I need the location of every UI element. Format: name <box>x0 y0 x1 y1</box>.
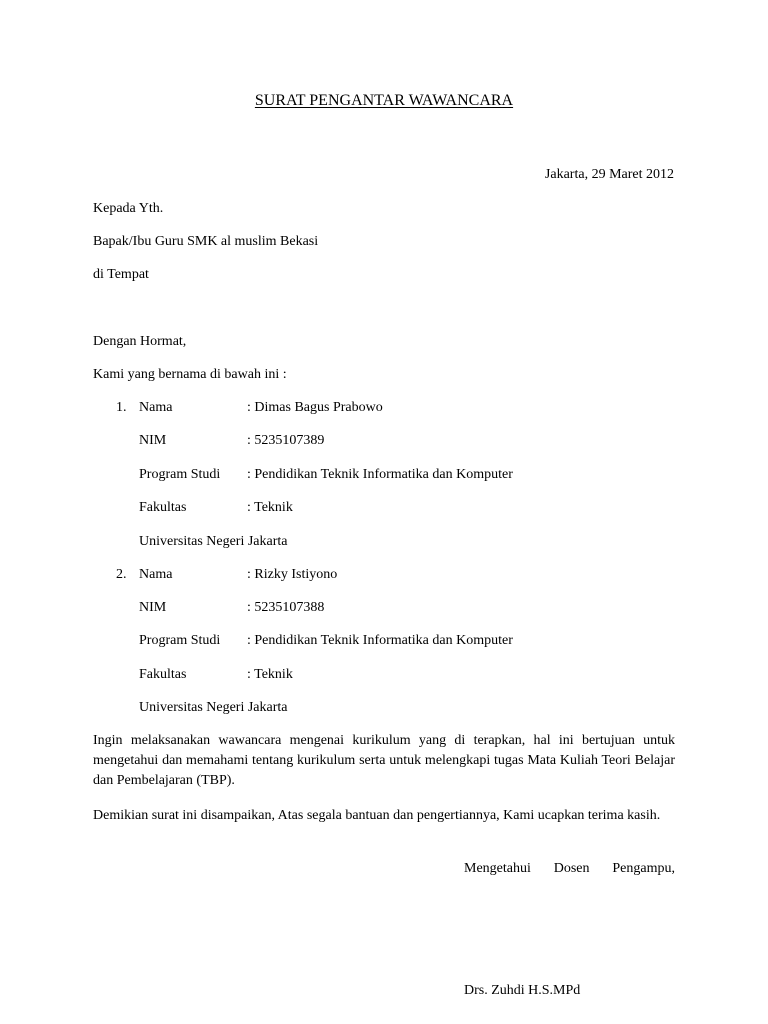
student-2-prodi-label: Program Studi <box>139 633 221 648</box>
student-2-nim-value: : 5235107388 <box>247 600 325 615</box>
student-1-fakultas-label: Fakultas <box>139 500 187 515</box>
acknowledgement-line <box>464 862 675 876</box>
student-1-number: 1. <box>116 400 127 415</box>
recipient-line-3: di Tempat <box>93 267 149 282</box>
student-1-nim-label: NIM <box>139 433 167 448</box>
student-2-nim-label: NIM <box>139 600 167 615</box>
acknowledgement-word-2: Dosen <box>553 861 590 876</box>
acknowledgement-word-3: Pengampu, <box>612 861 675 876</box>
student-1-nim-value: : 5235107389 <box>247 433 325 448</box>
student-2-number: 2. <box>116 567 127 582</box>
student-1-name-label: Nama <box>139 400 173 415</box>
student-1-name-value: : Dimas Bagus Prabowo <box>247 400 383 415</box>
greeting: Dengan Hormat, <box>93 334 187 349</box>
student-1-prodi-label: Program Studi <box>139 467 221 482</box>
student-2-fakultas-label: Fakultas <box>139 667 187 682</box>
closing-paragraph: Demikian surat ini disampaikan, Atas segala bantuan dan pengertiannya, Kami ucapkan terima kasih. <box>93 808 661 823</box>
student-2-university: Universitas Negeri Jakarta <box>139 700 288 715</box>
place-date: Jakarta, 29 Maret 2012 <box>544 167 674 182</box>
student-2-name-value: : Rizky Istiyono <box>247 567 338 582</box>
student-2-fakultas-value: : Teknik <box>247 667 293 682</box>
student-1-university: Universitas Negeri Jakarta <box>139 534 288 549</box>
acknowledgement-word-1: Mengetahui <box>464 861 531 876</box>
intro-text: Kami yang bernama di bawah ini : <box>93 367 287 382</box>
student-1-prodi-value: : Pendidikan Teknik Informatika dan Komputer <box>247 467 513 482</box>
student-1-fakultas-value: : Teknik <box>247 500 293 515</box>
student-2-prodi-value: : Pendidikan Teknik Informatika dan Komputer <box>247 633 513 648</box>
recipient-line-2: Bapak/Ibu Guru SMK al muslim Bekasi <box>93 234 319 249</box>
recipient-line-1: Kepada Yth. <box>93 201 164 216</box>
signatory-name: Drs. Zuhdi H.S.MPd <box>464 983 581 998</box>
body-paragraph: Ingin melaksanakan wawancara mengenai kurikulum yang di terapkan, hal ini bertujuan untuk mengetahui dan memahami tentang kurikulum serta untuk melengkapi tugas Mata Kuliah Teori Belajar dan Pembelajaran (TBP). <box>93 733 675 788</box>
letter-title: SURAT PENGANTAR WAWANCARA <box>254 92 514 109</box>
student-2-name-label: Nama <box>139 567 173 582</box>
